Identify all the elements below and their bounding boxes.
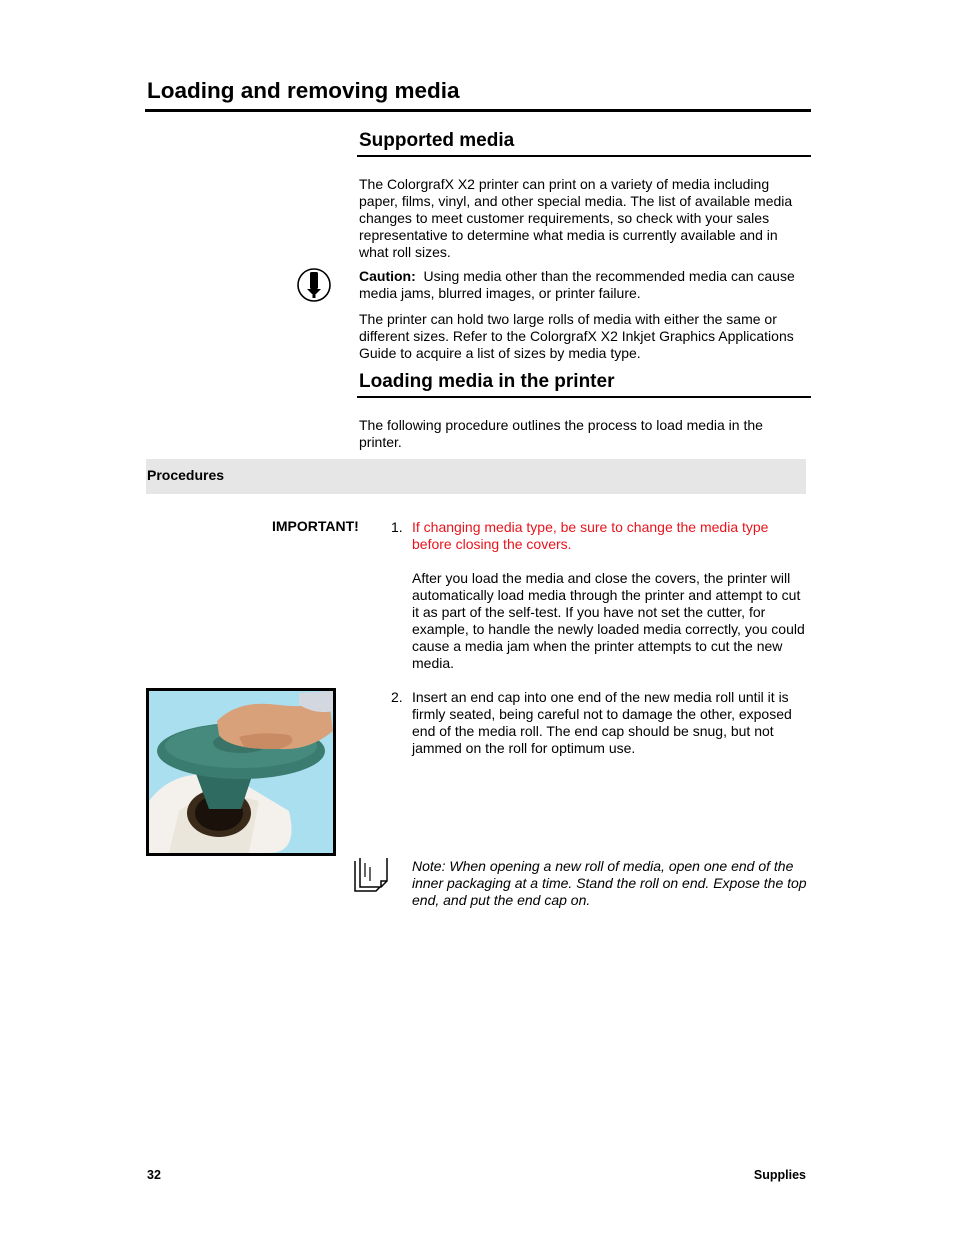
caution-icon <box>296 267 332 303</box>
procedures-bar <box>146 459 806 494</box>
page-number: 32 <box>147 1168 161 1182</box>
step-1-text: After you load the media and close the covers, the printer will automatically load media through the printer and attempt to cut it as part of the self-test. If you have not set the cutter, for example, to handle the newly loaded media correctly, you could cause a media jam when the printer attempts to cut the new media. <box>412 570 805 671</box>
section-rule <box>357 155 811 157</box>
loading-media-intro: The following procedure outlines the process to load media in the printer. <box>359 417 763 450</box>
caution-label: Caution: <box>359 268 416 284</box>
note-icon <box>352 857 390 893</box>
caution-paragraph <box>359 268 809 302</box>
end-cap-photo <box>146 688 336 856</box>
section-heading-loading-media: Loading media in the printer <box>359 371 615 392</box>
important-label: IMPORTANT! <box>272 518 359 534</box>
step-number: 2. <box>391 689 403 705</box>
page-title: Loading and removing media <box>147 78 460 103</box>
footer-section: Supplies <box>753 1168 806 1182</box>
section-heading-supported-media: Supported media <box>359 130 515 151</box>
procedures-label: Procedures <box>147 467 225 483</box>
step-1-warning: If changing media type, be sure to change the media type before closing the covers. <box>412 519 769 552</box>
supported-media-intro: The ColorgrafX X2 printer can print on a variety of media including paper, films, vinyl, and other special media. The list of available media changes to meet customer requirements, so check with your sales representative to determine what media is currently available and in what roll sizes. <box>359 176 793 260</box>
rolls-paragraph: The printer can hold two large rolls of media with either the same or different sizes. Refer to the ColorgrafX X2 Inkjet Graphics Applications Guide to acquire a list of sizes by media type. <box>359 311 794 361</box>
note-text: Note: When opening a new roll of media, open one end of the inner packaging at a time. Stand the roll on end. Expose the top end, and put the end cap on. <box>412 858 807 908</box>
section-rule <box>357 396 811 398</box>
step-number: 1. <box>391 519 403 535</box>
caution-text: Using media other than the recommended media can cause media jams, blurred images, or printer failure. <box>359 268 795 301</box>
step-2-text: Insert an end cap into one end of the new media roll until it is firmly seated, being careful not to damage the other, exposed end of the media roll. The end cap should be snug, but not jammed on the roll for optimum use. <box>412 689 792 756</box>
title-rule <box>145 109 811 112</box>
